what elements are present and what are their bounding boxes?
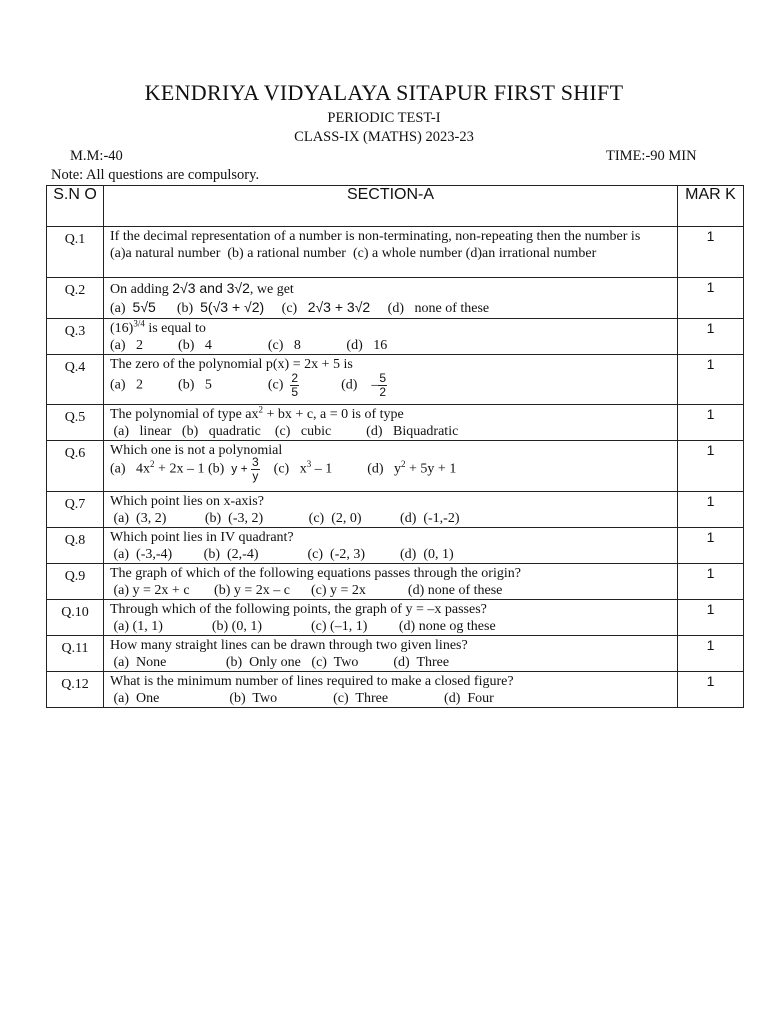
question-text: Through which of the following points, the graph of y = –x passes? <box>110 602 487 617</box>
question-text: The zero of the polynomial p(x) = 2x + 5 is <box>110 357 353 372</box>
test-title: PERIODIC TEST-I <box>327 110 441 126</box>
question-text: What is the minimum number of lines required to make a closed figure? <box>110 674 514 689</box>
option-text: (a) 2 (b) 5 (c) <box>110 377 284 393</box>
question-options: (a) One (b) Two (c) Three (d) Four <box>110 690 494 706</box>
question-number: Q.9 <box>47 564 104 600</box>
question-mark: 1 <box>678 227 744 278</box>
question-mark: 1 <box>678 636 744 672</box>
question-cell <box>104 405 678 441</box>
option-a: 5√5 <box>132 298 156 315</box>
question-number: Q.3 <box>47 319 104 355</box>
question-text <box>110 404 677 424</box>
question-mark: 1 <box>678 528 744 564</box>
question-options: (a)a natural number (b) a rational number (c) a whole number (d)an irrational number <box>110 245 597 261</box>
math-expression: 2√3 <box>172 280 196 296</box>
option-label: (a) <box>110 300 133 316</box>
question-options: (a) y = 2x + c (b) y = 2x – c (c) y = 2x (d) none of these <box>110 582 503 598</box>
question-options <box>110 299 677 318</box>
option-text: + 2x – 1 (b) <box>154 461 225 477</box>
table-row <box>47 278 744 319</box>
max-marks: M.M:-40 <box>70 148 123 164</box>
table-header-row <box>47 186 744 227</box>
question-mark: 1 <box>678 278 744 319</box>
question-cell <box>104 278 678 319</box>
question-text-part: is equal to <box>144 321 206 336</box>
question-cell <box>104 672 678 708</box>
question-number: Q.10 <box>47 600 104 636</box>
table-row <box>47 227 744 278</box>
question-number: Q.2 <box>47 278 104 319</box>
table-row <box>47 528 744 564</box>
question-mark: 1 <box>678 319 744 355</box>
option-label: (d) – <box>299 377 379 393</box>
question-table <box>46 185 744 708</box>
school-title: KENDRIYA VIDYALAYA SITAPUR FIRST SHIFT <box>144 80 624 105</box>
table-row <box>47 564 744 600</box>
question-text-part: (16) <box>110 321 134 336</box>
question-cell <box>104 319 678 355</box>
question-options: (a) (3, 2) (b) (-3, 2) (c) (2, 0) (d) (-1,-2) <box>110 510 460 526</box>
time-allowed: TIME:-90 MIN <box>606 148 697 164</box>
question-options: (a) (1, 1) (b) (0, 1) (c) (–1, 1) (d) none og these <box>110 618 496 634</box>
question-text <box>110 318 677 338</box>
question-cell <box>104 227 678 278</box>
question-mark: 1 <box>678 492 744 528</box>
question-number: Q.8 <box>47 528 104 564</box>
table-row <box>47 636 744 672</box>
question-text-part: and <box>195 280 227 296</box>
option-text: (c) x <box>259 461 307 477</box>
question-text-part: , we get <box>249 282 294 297</box>
question-number: Q.6 <box>47 441 104 492</box>
option-text: + 5y + 1 <box>405 461 457 477</box>
question-mark: 1 <box>678 441 744 492</box>
question-text-part: The polynomial of type ax <box>110 407 259 422</box>
table-row <box>47 441 744 492</box>
question-options <box>110 456 677 483</box>
question-text-part: On adding <box>110 282 173 297</box>
option-d: (d) none of these <box>370 300 490 316</box>
question-cell <box>104 492 678 528</box>
fraction-denominator: 2 <box>379 384 387 399</box>
table-row <box>47 355 744 405</box>
fraction-denominator: 5 <box>291 384 299 399</box>
table-row <box>47 672 744 708</box>
fraction <box>378 372 387 399</box>
instruction-note: Note: All questions are compulsory. <box>51 167 260 183</box>
question-cell <box>104 564 678 600</box>
question-mark: 1 <box>678 564 744 600</box>
question-text: Which one is not a polynomial <box>110 443 283 458</box>
question-number: Q.4 <box>47 355 104 405</box>
question-text: Which point lies in IV quadrant? <box>110 530 294 545</box>
fraction <box>251 456 260 483</box>
question-options: (a) 2 (b) 4 (c) 8 (d) 16 <box>110 337 388 353</box>
option-b: 5(√3 + √2) <box>200 298 265 315</box>
question-text-part: + bx + c, a = 0 is of type <box>263 407 404 422</box>
question-mark: 1 <box>678 672 744 708</box>
table-row <box>47 319 744 355</box>
question-mark: 1 <box>678 600 744 636</box>
question-text: If the decimal representation of a number is non-terminating, non-repeating then the number is <box>110 229 641 244</box>
question-text <box>110 280 677 299</box>
question-text: How many straight lines can be drawn through two given lines? <box>110 638 468 653</box>
class-title: CLASS-IX (MATHS) 2023-23 <box>294 129 474 145</box>
fraction-denominator: y <box>252 468 259 483</box>
exponent: 2 <box>150 458 155 469</box>
exponent: 3/4 <box>133 318 145 329</box>
header-section: SECTION-A <box>104 186 678 227</box>
question-options <box>110 372 677 399</box>
header-sno: S.N O <box>47 186 104 227</box>
question-options: (a) (-3,-4) (b) (2,-4) (c) (-2, 3) (d) (0, 1) <box>110 546 454 562</box>
fraction-numerator: 5 <box>379 370 387 385</box>
question-mark: 1 <box>678 355 744 405</box>
option-text: (a) 4x <box>110 461 151 477</box>
fraction-numerator: 2 <box>291 370 299 385</box>
question-cell <box>104 600 678 636</box>
option-label: (c) <box>264 300 308 316</box>
question-cell <box>104 441 678 492</box>
table-row <box>47 600 744 636</box>
question-number: Q.5 <box>47 405 104 441</box>
question-cell <box>104 636 678 672</box>
exponent: 2 <box>258 404 264 415</box>
question-cell <box>104 528 678 564</box>
table-row <box>47 405 744 441</box>
question-options: (a) None (b) Only one (c) Two (d) Three <box>110 654 450 670</box>
option-label: (b) <box>155 300 201 316</box>
fraction-numerator: 3 <box>251 454 259 469</box>
exponent: 2 <box>401 458 406 469</box>
question-number: Q.7 <box>47 492 104 528</box>
table-row <box>47 492 744 528</box>
option-b-text: y + <box>231 461 251 476</box>
question-number: Q.1 <box>47 227 104 278</box>
question-text: The graph of which of the following equations passes through the origin? <box>110 566 521 581</box>
math-expression: 3√2 <box>226 280 250 296</box>
fraction <box>290 372 299 399</box>
question-number: Q.12 <box>47 672 104 708</box>
question-options: (a) linear (b) quadratic (c) cubic (d) Biquadratic <box>110 423 459 439</box>
option-text: – 1 (d) y <box>311 461 402 477</box>
question-mark: 1 <box>678 405 744 441</box>
question-cell <box>104 355 678 405</box>
question-number: Q.11 <box>47 636 104 672</box>
question-text: Which point lies on x-axis? <box>110 494 264 509</box>
header-mark: MAR K <box>678 186 744 227</box>
exponent: 3 <box>306 458 312 469</box>
option-c: 2√3 + 3√2 <box>307 298 371 315</box>
